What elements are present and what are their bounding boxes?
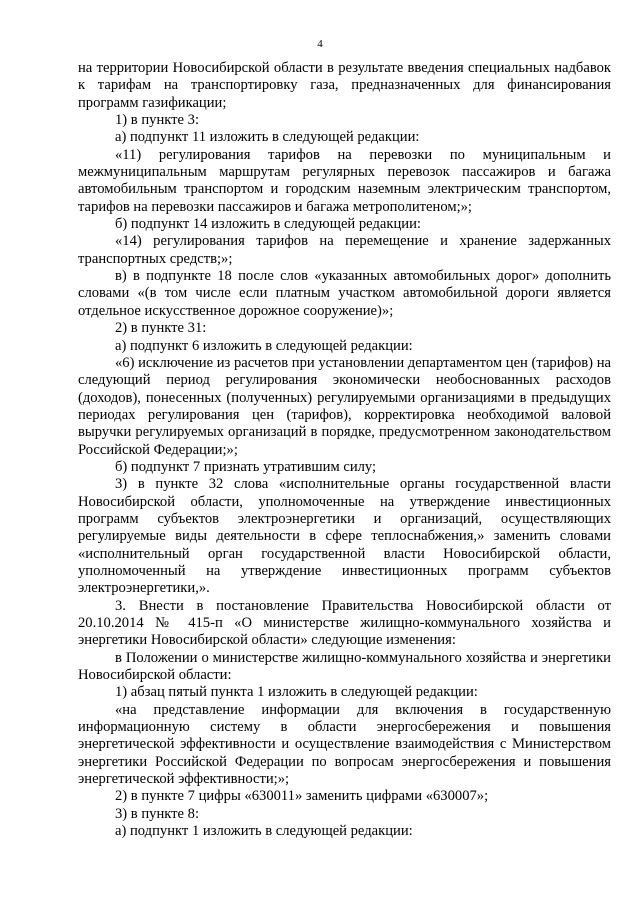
paragraph: 3) в пункте 32 слова «исполнительные органы государственной власти Новосибирской области, уполномоченные на утверждение инвестиционных программ субъектов электроэнергетики и организаций, осуществляющих регулируемые виды деятельности в сфере теплоснабжения,» заменить словами «исполнительный орган государственной власти Новосибирской области, уполномоченный на утверждение инвестиционных программ субъектов электроэнергетики,». [78, 476, 611, 597]
paragraph: на территории Новосибирской области в результате введения специальных надбавок к тарифам на транспортировку газа, предназначенных для финансирования программ газификации; [78, 60, 611, 111]
paragraph: 1) в пункте 3: [115, 112, 200, 129]
paragraph: «на представление информации для включения в государственную информационную систему в области энергосбережения и повышения энергетической эффективности и осуществление взаимодействия с Министерством энергетики Российской Федерации по вопросам энергосбережения и повышения энергетической эффективности;»; [78, 701, 611, 788]
document-body [78, 60, 611, 840]
paragraph: б) подпункт 7 признать утратившим силу; [115, 458, 377, 475]
paragraph: «14) регулирования тарифов на перемещение и хранение задержанных транспортных средств;»; [78, 233, 611, 267]
paragraph: «11) регулирования тарифов на перевозки по муниципальным и межмуниципальным маршрутам регулярных перевозок пассажиров и багажа автомобильным транспортом и городским наземным электрическим транспортом, тарифов на перевозки пассажиров и багажа метрополитеном;»; [78, 146, 611, 215]
paragraph: «6) исключение из расчетов при установлении департаментом цен (тарифов) на следующий период регулирования экономически необоснованных расходов (доходов), понесенных (полученных) регулируемыми организациями в предыдущих периодах регулирования цен (тарифов), корректировка необходимой валовой выручки регулируемых организаций в порядке, предусмотренном законодательством Российской Федерации;»; [78, 354, 611, 458]
paragraph: 1) абзац пятый пункта 1 изложить в следующей редакции: [115, 684, 478, 701]
paragraph: 2) в пункте 31: [115, 320, 207, 337]
paragraph: в) в подпункте 18 после слов «указанных автомобильных дорог» дополнить словами «(в том числе если платным участком автомобильной дороги является отдельное искусственное дорожное сооружение)»; [78, 268, 611, 319]
paragraph: в Положении о министерстве жилищно-коммунального хозяйства и энергетики Новосибирской области: [78, 649, 611, 684]
paragraph: а) подпункт 11 изложить в следующей редакции: [115, 129, 420, 146]
page-number: 4 [317, 38, 323, 50]
paragraph: 2) в пункте 7 цифры «630011» заменить цифрами «630007»; [115, 788, 489, 805]
paragraph: 3) в пункте 8: [115, 805, 200, 822]
paragraph: а) подпункт 1 изложить в следующей редакции: [115, 823, 413, 840]
paragraph: б) подпункт 14 изложить в следующей редакции: [115, 216, 421, 233]
paragraph: 3. Внести в постановление Правительства Новосибирской области от 20.10.2014 № 415-п «О министерстве жилищно-коммунального хозяйства и энергетики Новосибирской области» следующие изменения: [78, 597, 611, 649]
paragraph: а) подпункт 6 изложить в следующей редакции: [115, 337, 413, 354]
